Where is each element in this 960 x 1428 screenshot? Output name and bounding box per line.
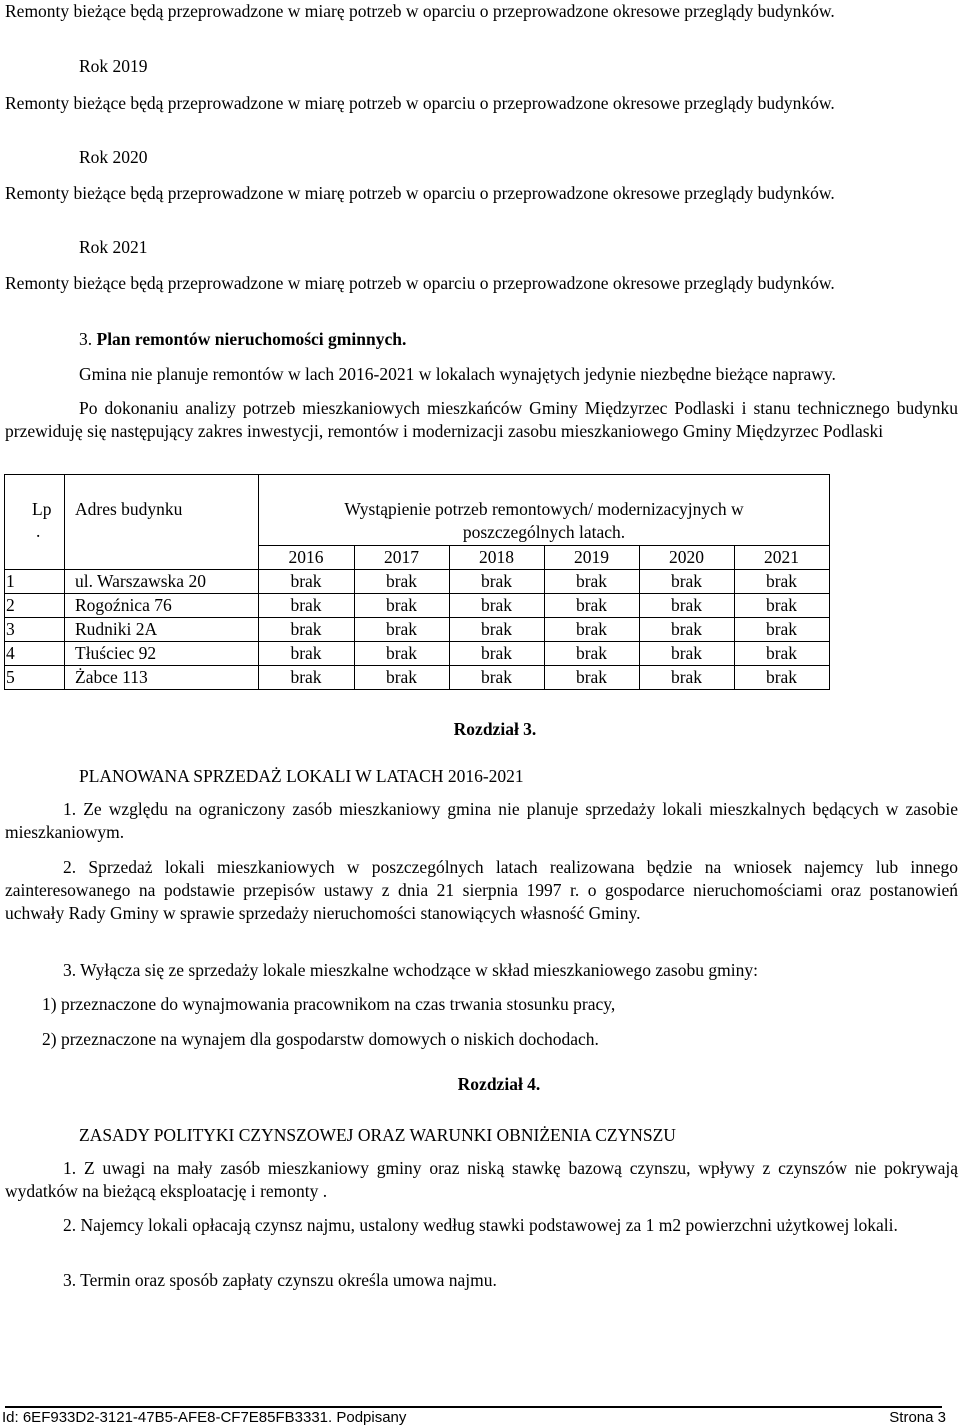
- header-address: Adres budynku: [75, 499, 183, 519]
- table-cell: brak: [385, 619, 418, 639]
- chapter-4-heading: Rozdział 4.: [457, 1074, 541, 1094]
- table-cell: brak: [765, 619, 798, 639]
- table-cell: brak: [290, 667, 322, 687]
- year-col-2017: 2017: [384, 547, 419, 567]
- table-cell: brak: [765, 595, 798, 615]
- table-row-address: Żabce 113: [75, 667, 148, 687]
- chapter-4-point-3: 3. Termin oraz sposób zapłaty czynszu określa umowa najmu.: [63, 1270, 497, 1290]
- year-col-2019: 2019: [574, 547, 609, 567]
- year-heading-2021: Rok 2021: [79, 237, 148, 257]
- table-cell: brak: [385, 571, 418, 591]
- table-cell: brak: [670, 571, 703, 591]
- year-col-2020: 2020: [669, 547, 704, 567]
- chapter-4-point-1: 1. Z uwagi na mały zasób mieszkaniowy gminy oraz niską stawkę bazową czynszu, wpływy z czynszów nie pokrywają wydatków na bieżącą eksploatację i remonty .: [5, 1158, 958, 1201]
- table-cell: brak: [670, 667, 703, 687]
- table-cell: brak: [765, 571, 798, 591]
- footer-document-id: Id: 6EF933D2-3121-47B5-AFE8-CF7E85FB3331. Podpisany: [2, 1409, 407, 1426]
- paragraph-repairs-2019: Remonty bieżące będą przeprowadzone w miarę potrzeb w oparciu o przeprowadzone okresowe przeglądy budynków.: [5, 93, 835, 113]
- table-cell: brak: [765, 643, 798, 663]
- header-lp: Lp: [32, 499, 52, 519]
- footer-page-number: Strona 3: [889, 1409, 946, 1426]
- header-lp-dot: .: [36, 521, 41, 541]
- paragraph-analysis: Po dokonaniu analizy potrzeb mieszkaniowych mieszkańców Gminy Międzyrzec Podlaski i stanu technicznego budynku przewiduję się następujący zakres inwestycji, remontów i modernizacji zasobu mieszkaniowego Gminy Międzyrzec Podlaski: [5, 398, 958, 441]
- header-needs-line1: Wystąpienie potrzeb remontowych/ modernizacyjnych w: [344, 499, 744, 519]
- table-cell: brak: [480, 619, 513, 639]
- year-heading-2019: Rok 2019: [79, 56, 148, 76]
- paragraph-repairs-2018: Remonty bieżące będą przeprowadzone w miarę potrzeb w oparciu o przeprowadzone okresowe przeglądy budynków.: [5, 1, 835, 21]
- table-row-lp: 4: [6, 643, 15, 663]
- table-row-lp: 1: [6, 571, 15, 591]
- table-cell: brak: [480, 571, 513, 591]
- section-3-number: 3.: [79, 329, 93, 349]
- header-needs-line2: poszczególnych latach.: [462, 522, 626, 542]
- table-cell: brak: [290, 643, 322, 663]
- chapter-3-point-1: 1. Ze względu na ograniczony zasób mieszkaniowy gmina nie planuje sprzedaży lokali mieszkalnych będących w zasobie mieszkaniowym.: [5, 799, 958, 842]
- table-cell: brak: [575, 667, 608, 687]
- chapter-3-point-3: 3. Wyłącza się ze sprzedaży lokale mieszkalne wchodzące w skład mieszkaniowego zasobu gminy:: [63, 960, 758, 980]
- table-cell: brak: [290, 619, 322, 639]
- table-row-address: Rudniki 2A: [75, 619, 158, 639]
- chapter-3-sub-1: 1) przeznaczone do wynajmowania pracownikom na czas trwania stosunku pracy,: [42, 994, 616, 1014]
- table-cell: brak: [575, 619, 608, 639]
- section-3-title: Plan remontów nieruchomości gminnych.: [96, 329, 407, 349]
- table-cell: brak: [575, 595, 608, 615]
- section-3-heading: [79, 328, 406, 351]
- chapter-4-point-2: 2. Najemcy lokali opłacają czynsz najmu, ustalony według stawki podstawowej za 1 m2 powierzchni użytkowej lokali.: [63, 1215, 898, 1235]
- table-cell: brak: [765, 667, 798, 687]
- table-cell: brak: [575, 571, 608, 591]
- table-cell: brak: [480, 667, 513, 687]
- year-heading-2020: Rok 2020: [79, 147, 148, 167]
- year-col-2021: 2021: [764, 547, 799, 567]
- chapter-3-point-2: 2. Sprzedaż lokali mieszkaniowych w poszczególnych latach realizowana będzie na wniosek najemcy lub innego zainteresowanego na podstawie przepisów ustawy z dnia 21 sierpnia 1997 r. o gospodarce nieruchomościami oraz postanowień uchwały Rady Gminy w sprawie sprzedaży nieruchomości stanowiących własność Gminy.: [5, 857, 958, 923]
- table-cell: brak: [290, 571, 322, 591]
- table-row-lp: 5: [6, 667, 15, 687]
- table-cell: brak: [385, 667, 418, 687]
- table-row-address: ul. Warszawska 20: [75, 571, 206, 591]
- table-cell: brak: [480, 643, 513, 663]
- chapter-3-title: PLANOWANA SPRZEDAŻ LOKALI W LATACH 2016-2021: [79, 766, 524, 786]
- table-cell: brak: [385, 595, 418, 615]
- table-row-address: Tłuściec 92: [75, 643, 157, 663]
- table-cell: brak: [670, 595, 703, 615]
- table-row-lp: 2: [6, 595, 15, 615]
- paragraph-repairs-2020: Remonty bieżące będą przeprowadzone w miarę potrzeb w oparciu o przeprowadzone okresowe przeglądy budynków.: [5, 183, 835, 203]
- chapter-3-heading: Rozdział 3.: [453, 719, 537, 739]
- table-cell: brak: [670, 619, 703, 639]
- table-cell: brak: [480, 595, 513, 615]
- paragraph-gmina-plan: Gmina nie planuje remontów w lach 2016-2021 w lokalach wynajętych jedynie niezbędne bieżące naprawy.: [79, 364, 836, 384]
- chapter-4-title: ZASADY POLITYKI CZYNSZOWEJ ORAZ WARUNKI OBNIŻENIA CZYNSZU: [79, 1125, 676, 1145]
- table-row-lp: 3: [6, 619, 15, 639]
- year-col-2016: 2016: [288, 547, 324, 567]
- table-cell: brak: [670, 643, 703, 663]
- paragraph-repairs-2021: Remonty bieżące będą przeprowadzone w miarę potrzeb w oparciu o przeprowadzone okresowe przeglądy budynków.: [5, 273, 835, 293]
- table-cell: brak: [575, 643, 608, 663]
- table-cell: brak: [290, 595, 322, 615]
- table-row-address: Rogoźnica 76: [75, 595, 172, 615]
- table-cell: brak: [385, 643, 418, 663]
- year-col-2018: 2018: [479, 547, 514, 567]
- chapter-3-sub-2: 2) przeznaczone na wynajem dla gospodarstw domowych o niskich dochodach.: [42, 1029, 599, 1049]
